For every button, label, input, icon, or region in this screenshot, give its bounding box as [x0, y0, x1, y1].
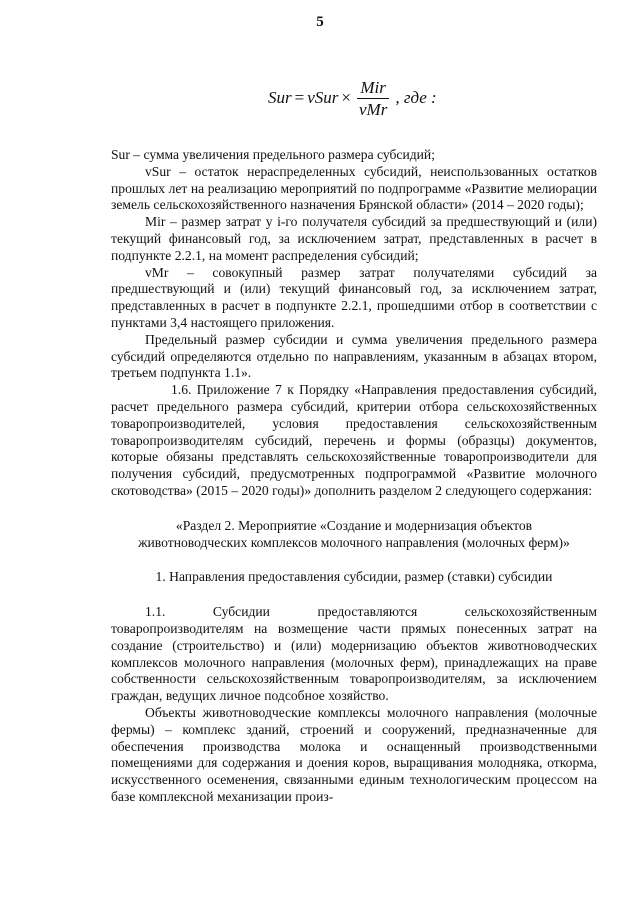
- formula: [268, 78, 437, 119]
- paragraph-mir-definition: Mir – размер затрат у i-го получателя субсидий за предшествующий и (или) текущий финансовый год, за исключением затрат, представленных в расчет в подпункте 2.2.1, на момент распределения субсидий;: [111, 214, 597, 263]
- paragraph-limit: Предельный размер субсидии и сумма увеличения предельного размера субсидий определяются отдельно по направлениям, указанным в абзацах втором, третьем подпункта 1.1».: [111, 331, 597, 381]
- paragraph-vsur-definition: vSur – остаток нераспределенных субсидий, неиспользованных остатков прошлых лет на реализацию мероприятий по подпрограмме «Развитие мелиорации земель сельскохозяйственного назначения Брянской области» (2014 – 2020 годы);: [111, 163, 597, 213]
- formula-lhs: Sur: [268, 88, 292, 108]
- formula-denominator: vMr: [358, 100, 388, 119]
- paragraph-vmr-definition: vMr – совокупный размер затрат получателями субсидий за предшествующий и (или) текущий финансовый год, за исключением затрат, представленных в расчет в подпункте 2.2.1, прошедшими отбор в соответствии с пунктами 3,4 настоящего приложения.: [111, 264, 597, 330]
- formula-numerator: Mir: [357, 78, 389, 99]
- section-title-line-2: животноводческих комплексов молочного направления (молочных ферм)»: [138, 534, 570, 550]
- paragraph-sur-definition: Sur – сумма увеличения предельного размера субсидий;: [111, 147, 435, 162]
- body-text: [111, 147, 597, 806]
- formula-times: ×: [341, 88, 351, 108]
- formula-suffix: , где :: [395, 88, 437, 108]
- formula-term: vSur: [307, 88, 339, 108]
- section-title-line-1: «Раздел 2. Мероприятие «Создание и модернизация объектов: [175, 517, 533, 533]
- subsection-title: 1. Направления предоставления субсидии, размер (ставки) субсидии: [155, 569, 553, 585]
- paragraph-item-1-1: 1.1. Субсидии предоставляются сельскохозяйственным товаропроизводителям на возмещение части прямых понесенных затрат на создание (строительство) и (или) модернизацию объектов животноводческих комплексов молочного направления (молочных ферм), принадлежащих на праве собственности сельскохозяйственным товаропроизводителям, за исключением граждан, ведущих личное подсобное хозяйство.: [111, 604, 597, 704]
- formula-equals: =: [294, 88, 305, 108]
- formula-fraction: [356, 78, 390, 119]
- paragraph-objects: Объекты животноводческие комплексы молочного направления (молочные фермы) – комплекс зданий, строений и сооружений, предназначенные для обеспечения производства молока и оснащенный производственными помещениями для содержания и доения коров, выращивания молодняка, откорма, искусственного осеменения, связанными единым технологическим процессом на базе комплексной механизации произ-: [111, 704, 597, 804]
- paragraph-item-1-6: 1.6. Приложение 7 к Порядку «Направления предоставления субсидий, расчет предельного размера субсидий, критерии отбора сельскохозяйственных товаропроизводителей, условия предоставления сельскохозяйственным товаропроизводителям субсидий, перечень и формы (образцы) документов, которые обязаны представлять сельскохозяйственные товаропроизводители для получения субсидий, предусмотренных подпрограммой «Развитие молочного скотоводства» (2015 – 2020 годы)» дополнить разделом 2 следующего содержания:: [111, 382, 597, 498]
- page-number: 5: [316, 14, 324, 30]
